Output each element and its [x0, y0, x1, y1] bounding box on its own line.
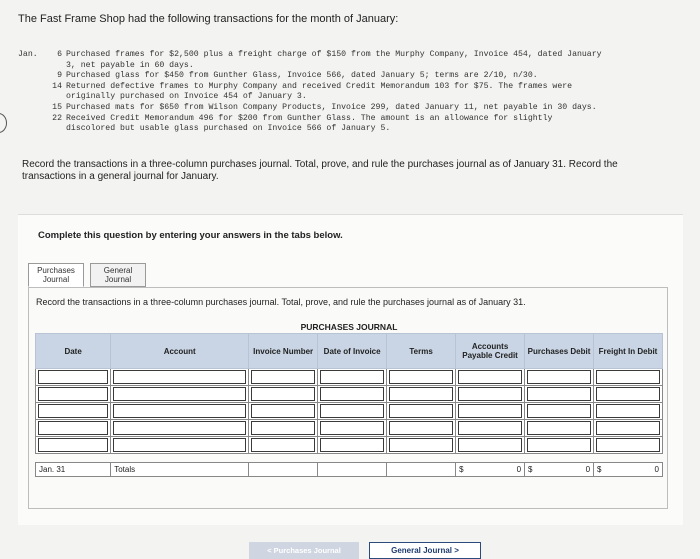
transaction-day: 22 — [52, 113, 62, 123]
panel-instruction: Record the transactions in a three-column purchases journal. Total, prove, and rule the purchases journal as of January 31. — [36, 297, 526, 307]
transaction-line: Returned defective frames to Murphy Company and received Credit Memorandum 103 for $75. The frames were — [66, 81, 573, 91]
journal-cell — [249, 420, 318, 437]
month-label: Jan. — [18, 50, 38, 59]
journal-entry-row — [36, 420, 663, 437]
journal-input[interactable] — [389, 370, 453, 384]
journal-cell — [525, 369, 594, 386]
journal-cell — [387, 403, 456, 420]
journal-input[interactable] — [38, 404, 108, 418]
page-edge-mark — [0, 113, 7, 133]
journal-cell — [111, 386, 249, 403]
journal-cell — [387, 386, 456, 403]
transaction-line: discolored but usable glass purchased on Invoice 566 of January 5. — [66, 124, 391, 134]
journal-cell — [249, 437, 318, 454]
journal-input[interactable] — [320, 438, 384, 452]
journal-cell — [36, 386, 111, 403]
journal-input[interactable] — [38, 387, 108, 401]
totals-date: Jan. 31 — [36, 463, 111, 477]
journal-input[interactable] — [596, 370, 660, 384]
journal-input[interactable] — [389, 387, 453, 401]
journal-cell — [456, 403, 525, 420]
purchases-journal-panel — [28, 287, 668, 555]
journal-cell — [456, 437, 525, 454]
col-header-date-of-invoice: Date of Invoice — [318, 334, 387, 369]
transaction-day: 14 — [52, 81, 62, 91]
journal-cell — [387, 437, 456, 454]
col-header-ap-credit: Accounts Payable Credit — [456, 334, 525, 369]
journal-input[interactable] — [251, 421, 315, 435]
totals-cell — [249, 463, 318, 477]
question-card — [18, 214, 683, 555]
transaction-line: Received Credit Memorandum 496 for $200 from Gunther Glass. The amount is an allowance for slightly — [66, 113, 553, 123]
total-ap-credit: $ 0 — [456, 463, 525, 477]
journal-input[interactable] — [596, 404, 660, 418]
journal-input[interactable] — [320, 387, 384, 401]
journal-entry-row — [36, 403, 663, 420]
journal-cell — [594, 386, 663, 403]
col-header-terms: Terms — [387, 334, 456, 369]
transaction-line: Purchased mats for $650 from Wilson Company Products, Invoice 299, dated January 11, net payable in 30 days. — [66, 102, 597, 112]
journal-entry-row — [36, 386, 663, 403]
journal-input[interactable] — [38, 370, 108, 384]
journal-cell — [456, 369, 525, 386]
tab-general-journal[interactable] — [90, 263, 146, 287]
journal-cell — [456, 420, 525, 437]
transaction-line: originally purchased on Invoice 454 of January 3. — [66, 92, 307, 102]
journal-cell — [111, 369, 249, 386]
complete-instruction: Complete this question by entering your answers in the tabs below. — [38, 230, 343, 241]
tab-purchases-journal[interactable] — [28, 263, 84, 287]
journal-input[interactable] — [320, 421, 384, 435]
journal-cell — [111, 437, 249, 454]
journal-cell — [36, 369, 111, 386]
journal-cell — [318, 386, 387, 403]
journal-input[interactable] — [527, 370, 591, 384]
journal-cell — [318, 420, 387, 437]
col-header-date: Date — [36, 334, 111, 369]
transaction-line: 3, net payable in 60 days. — [66, 60, 194, 70]
col-header-account: Account — [111, 334, 249, 369]
tab-label: General — [103, 266, 133, 275]
journal-cell — [318, 437, 387, 454]
tab-label: Journal — [42, 275, 70, 284]
transaction-day: 9 — [57, 71, 62, 81]
journal-input[interactable] — [527, 421, 591, 435]
totals-cell — [387, 463, 456, 477]
journal-cell — [249, 386, 318, 403]
journal-cell — [36, 403, 111, 420]
journal-input[interactable] — [389, 404, 453, 418]
journal-input[interactable] — [458, 438, 522, 452]
transaction-day: 6 — [57, 50, 62, 59]
purchases-journal-table — [35, 333, 663, 477]
journal-input[interactable] — [251, 404, 315, 418]
journal-input[interactable] — [251, 387, 315, 401]
journal-cell — [111, 420, 249, 437]
journal-input[interactable] — [389, 438, 453, 452]
journal-cell — [525, 437, 594, 454]
journal-input[interactable] — [113, 421, 246, 435]
journal-input[interactable] — [38, 438, 108, 452]
journal-entry-row — [36, 437, 663, 454]
tab-label: Journal — [104, 275, 132, 284]
journal-input[interactable] — [458, 404, 522, 418]
journal-cell — [387, 420, 456, 437]
journal-cell — [249, 403, 318, 420]
journal-input[interactable] — [596, 421, 660, 435]
journal-input[interactable] — [320, 404, 384, 418]
next-tab-button[interactable]: General Journal > — [369, 542, 481, 559]
col-header-invoice-number: Invoice Number — [249, 334, 318, 369]
journal-title: PURCHASES JOURNAL — [300, 322, 398, 332]
journal-cell — [525, 386, 594, 403]
tab-bar — [28, 263, 152, 287]
journal-input[interactable] — [251, 370, 315, 384]
journal-input[interactable] — [458, 421, 522, 435]
totals-cell — [318, 463, 387, 477]
journal-cell — [456, 386, 525, 403]
col-header-purchases-debit: Purchases Debit — [525, 334, 594, 369]
journal-input[interactable] — [38, 421, 108, 435]
problem-title: The Fast Frame Shop had the following transactions for the month of January: — [18, 13, 399, 25]
journal-input[interactable] — [596, 387, 660, 401]
journal-cell — [36, 420, 111, 437]
totals-label: Totals — [111, 463, 249, 477]
journal-cell — [594, 420, 663, 437]
tab-navigation — [249, 542, 481, 559]
journal-input[interactable] — [527, 404, 591, 418]
tab-label: Purchases — [37, 266, 75, 275]
col-header-freight-debit: Freight In Debit — [594, 334, 663, 369]
journal-input[interactable] — [389, 421, 453, 435]
problem-instructions: Record the transactions in a three-column purchases journal. Total, prove, and rule the purchases journal as of January 31. Record the transactions in a general journal for January. — [22, 159, 618, 182]
journal-input[interactable] — [458, 387, 522, 401]
journal-cell — [594, 403, 663, 420]
journal-cell — [111, 403, 249, 420]
journal-cell — [387, 369, 456, 386]
journal-cell — [249, 369, 318, 386]
journal-cell — [525, 403, 594, 420]
journal-input[interactable] — [251, 438, 315, 452]
transaction-line: Purchased frames for $2,500 plus a freight charge of $150 from the Murphy Company, Invoice 454, dated January — [66, 50, 602, 59]
journal-cell — [318, 403, 387, 420]
totals-row — [36, 463, 663, 477]
total-freight-debit: $ 0 — [594, 463, 663, 477]
journal-cell — [594, 369, 663, 386]
journal-input[interactable] — [320, 370, 384, 384]
journal-entry-row — [36, 369, 663, 386]
prev-tab-button[interactable]: < Purchases Journal — [249, 542, 359, 559]
journal-input[interactable] — [596, 438, 660, 452]
transaction-day: 15 — [52, 102, 62, 112]
journal-input[interactable] — [113, 404, 246, 418]
journal-input[interactable] — [113, 438, 246, 452]
total-purchases-debit: $ 0 — [525, 463, 594, 477]
journal-cell — [318, 369, 387, 386]
transaction-line: Purchased glass for $450 from Gunther Glass, Invoice 566, dated January 5; terms are 2/10, n/30. — [66, 71, 538, 81]
journal-cell — [594, 437, 663, 454]
journal-input[interactable] — [527, 387, 591, 401]
journal-input[interactable] — [527, 438, 591, 452]
journal-cell — [525, 420, 594, 437]
journal-input[interactable] — [458, 370, 522, 384]
journal-input[interactable] — [113, 387, 246, 401]
journal-input[interactable] — [113, 370, 246, 384]
transaction-list — [18, 50, 678, 135]
journal-cell — [36, 437, 111, 454]
